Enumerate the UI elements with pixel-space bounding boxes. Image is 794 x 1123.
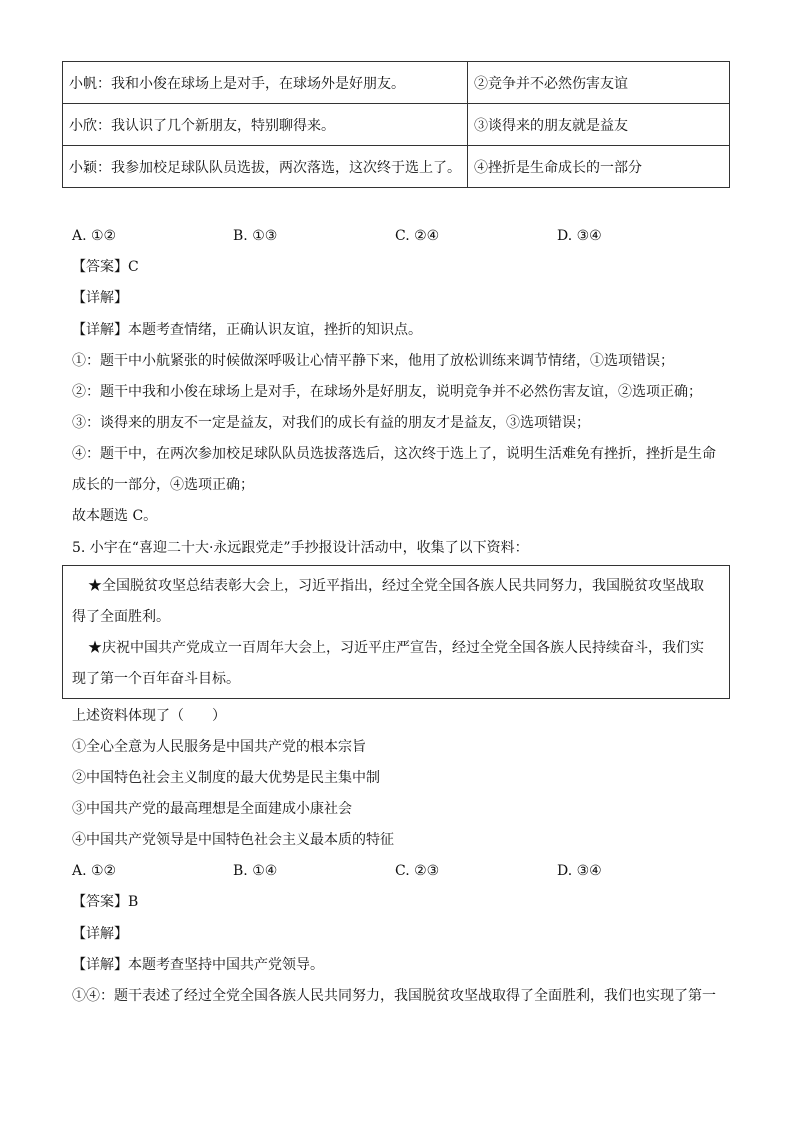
- detail-line: 成长的一部分，④选项正确；: [72, 477, 254, 493]
- table-row: [63, 104, 730, 146]
- table-row: [63, 146, 730, 188]
- option-d: D. ③④: [557, 228, 602, 244]
- detail-line: 故本题选 C。: [72, 508, 158, 524]
- statement: ②中国特色社会主义制度的最大优势是民主集中制: [72, 770, 380, 786]
- detail-line: 【详解】本题考查情绪，正确认识友谊，挫折的知识点。: [72, 322, 422, 338]
- material-line: ★庆祝中国共产党成立一百周年大会上，习近平庄严宣告，经过全党全国各族人民持续奋斗，我们实: [88, 640, 704, 656]
- statement-table: [62, 61, 730, 188]
- material-line: 现了第一个百年奋斗目标。: [72, 671, 240, 687]
- detail-heading: 【详解】: [72, 290, 128, 306]
- option-b: B. ①③: [233, 228, 278, 244]
- answer-label: 【答案】B: [72, 894, 139, 910]
- detail-line: ③：谈得来的朋友不一定是益友，对我们的成长有益的朋友才是益友，③选项错误；: [72, 415, 590, 431]
- material-line: ★全国脱贫攻坚总结表彰大会上，习近平指出，经过全党全国各族人民共同努力，我国脱贫攻坚战取: [88, 578, 704, 594]
- question-prompt: 上述资料体现了（ ）: [72, 708, 226, 724]
- table-cell: ④挫折是生命成长的一部分: [468, 146, 730, 188]
- option-c: C. ②③: [395, 863, 440, 879]
- detail-line: 【详解】本题考查坚持中国共产党领导。: [72, 957, 324, 973]
- answer-label: 【答案】C: [72, 259, 139, 275]
- option-b: B. ①④: [233, 863, 278, 879]
- detail-line: ①④：题干表述了经过全党全国各族人民共同努力，我国脱贫攻坚战取得了全面胜利，我们也实现了第一: [72, 988, 716, 1004]
- option-a: A. ①②: [72, 863, 117, 879]
- statement: ④中国共产党领导是中国特色社会主义最本质的特征: [72, 832, 394, 848]
- option-d: D. ③④: [557, 863, 602, 879]
- table-cell: 小颖：我参加校足球队队员选拔，两次落选，这次终于选上了。: [63, 146, 468, 188]
- table-cell: ③谈得来的朋友就是益友: [468, 104, 730, 146]
- option-c: C. ②④: [395, 228, 440, 244]
- detail-heading: 【详解】: [72, 926, 128, 942]
- table-cell: 小帆：我和小俊在球场上是对手，在球场外是好朋友。: [63, 62, 468, 104]
- detail-line: ②：题干中我和小俊在球场上是对手，在球场外是好朋友，说明竞争并不必然伤害友谊，②选项正确；: [72, 384, 702, 400]
- material-line: 得了全面胜利。: [72, 609, 170, 625]
- statement: ③中国共产党的最高理想是全面建成小康社会: [72, 801, 352, 817]
- question-stem: 5. 小宇在“喜迎二十大·永远跟党走”手抄报设计活动中，收集了以下资料：: [72, 540, 529, 556]
- table-cell: ②竞争并不必然伤害友谊: [468, 62, 730, 104]
- table-row: [63, 62, 730, 104]
- detail-line: ④：题干中，在两次参加校足球队队员选拔落选后，这次终于选上了，说明生活难免有挫折，挫折是生命: [72, 446, 716, 462]
- statement: ①全心全意为人民服务是中国共产党的根本宗旨: [72, 739, 366, 755]
- table-cell: 小欣：我认识了几个新朋友，特别聊得来。: [63, 104, 468, 146]
- option-a: A. ①②: [72, 228, 117, 244]
- material-box: [62, 565, 730, 699]
- detail-line: ①：题干中小航紧张的时候做深呼吸让心情平静下来，他用了放松训练来调节情绪，①选项错误；: [72, 353, 674, 369]
